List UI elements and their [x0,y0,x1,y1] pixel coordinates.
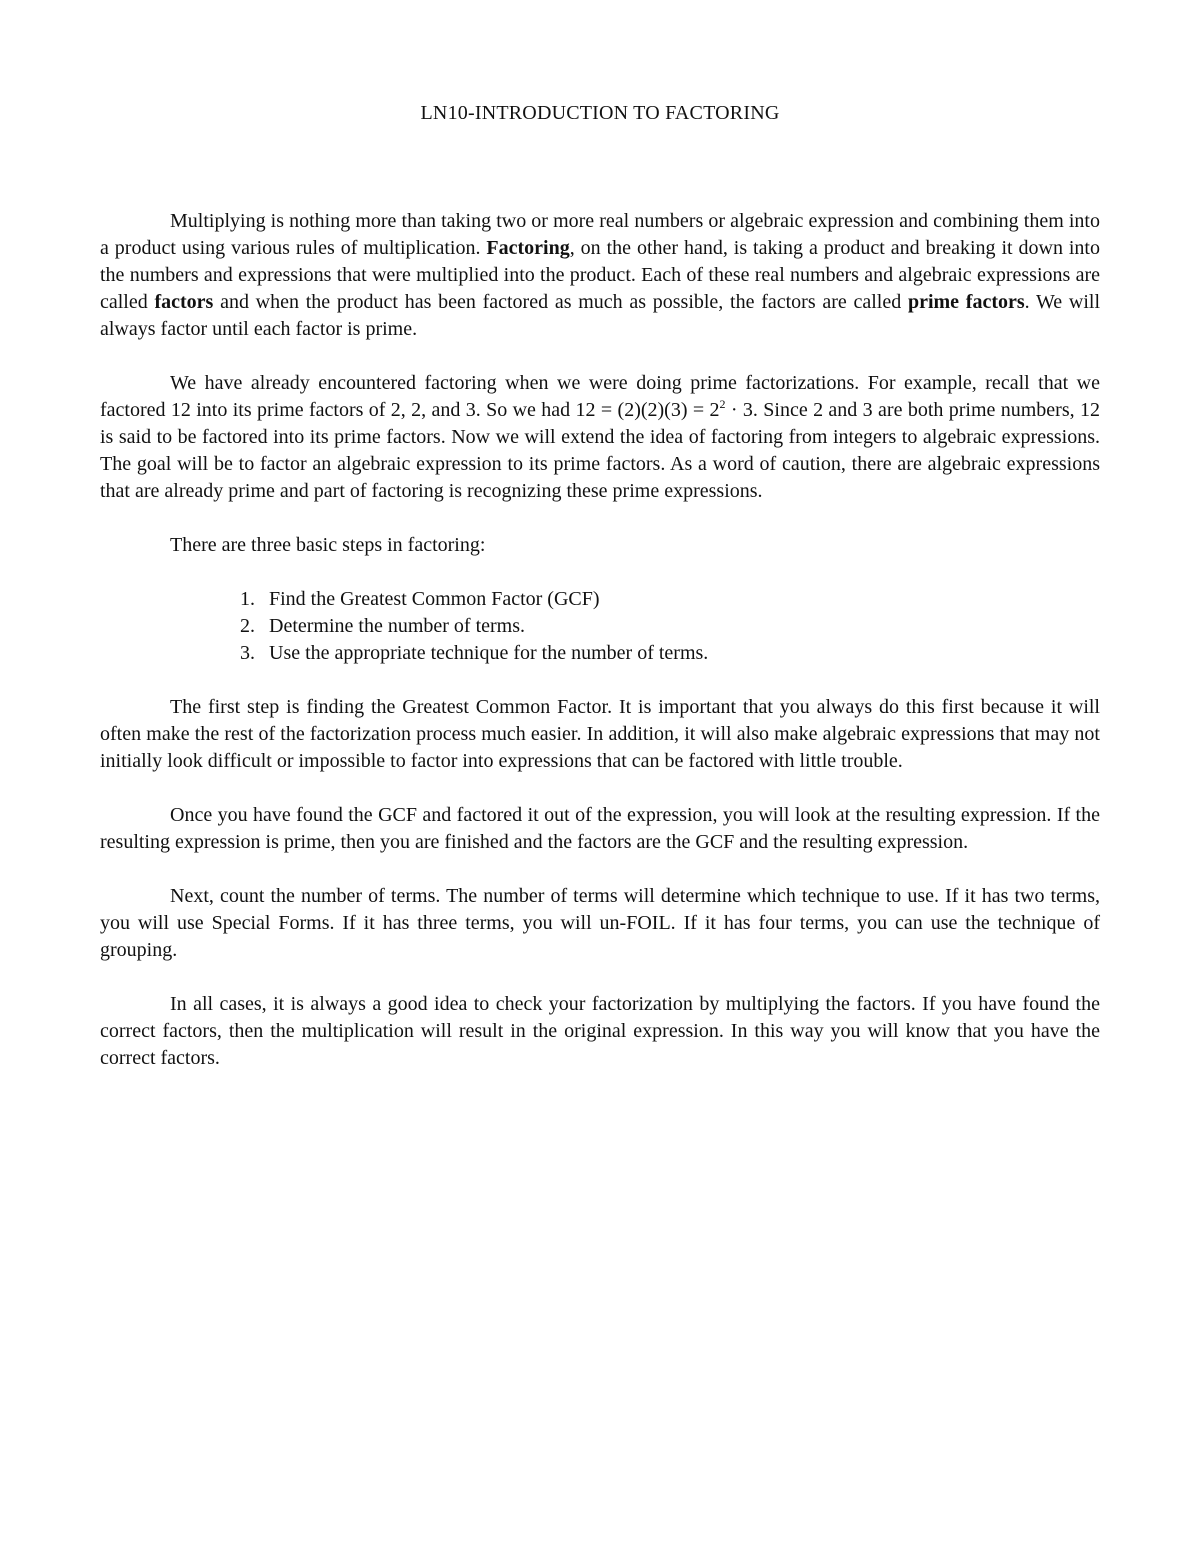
paragraph-resulting-expression: Once you have found the GCF and factored it out of the expression, you will look at the resulting expression. If the resulting expression is prime, then you are finished and the factors are the GCF and the resulting expression. [100,804,1100,853]
steps-list [100,586,1100,667]
paragraph-count-terms: Next, count the number of terms. The number of terms will determine which technique to use. If it has two terms, you will use Special Forms. If it has three terms, you will un-FOIL. If it has four terms, you can use the technique of grouping. [100,885,1100,961]
paragraph-prime-factorization [100,370,1100,505]
list-item-text: Use the appropriate technique for the number of terms. [269,642,709,664]
list-item-text: Determine the number of terms. [269,615,526,637]
paragraph-steps-intro: There are three basic steps in factoring: [170,534,486,556]
list-number: 1. [240,588,255,610]
list-item [240,586,1100,613]
text-span: We have already encountered factoring when we were doing prime factorizations. For example, recall that we factored 12 into its prime factors of 2, 2, and 3. So we had 12 = (2)(2)(3) = 2 [100,372,1100,421]
exponent: 2 [719,397,726,411]
bold-term-prime-factors: prime factors [907,291,1025,313]
bold-term-factors: factors [154,291,214,313]
list-number: 3. [240,642,255,664]
paragraph-check-factorization: In all cases, it is always a good idea to check your factorization by multiplying the factors. If you have found the correct factors, then the multiplication will result in the original expression. In this way you will know that you have the correct factors. [100,993,1100,1069]
list-item-text: Find the Greatest Common Factor (GCF) [269,588,600,610]
page-title: LN10-INTRODUCTION TO FACTORING [420,102,780,124]
document-page [100,98,1100,1072]
list-item [240,613,1100,640]
text-span: · 3. Since 2 and 3 are both prime numbers, 12 is said to be factored into its prime factors. Now we will extend the idea of factoring from integers to algebraic expressions. The goal will be to factor an algebraic expression to its prime factors. As a word of caution, there are algebraic expressions that are already prime and part of factoring is recognizing these prime expressions. [100,399,1100,502]
bold-term-factoring: Factoring [486,237,570,259]
text-span: , on the other hand, is taking a product and breaking it down into the numbers and expressions that were multiplied into the product. Each of these real numbers and algebraic expressions are called [100,237,1100,313]
list-number: 2. [240,615,255,637]
text-span: and when the product has been factored as much as possible, the factors are called [213,291,908,313]
text-span: Multiplying is nothing more than taking two or more real numbers or algebraic expression and combining them into a product using various rules of multiplication. [100,210,1100,259]
paragraph-intro [100,208,1100,343]
paragraph-gcf: The first step is finding the Greatest Common Factor. It is important that you always do this first because it will often make the rest of the factorization process much easier. In addition, it will also make algebraic expressions that may not initially look difficult or impossible to factor into expressions that can be factored with little trouble. [100,696,1100,772]
list-item [240,640,1100,667]
text-span: . We will always factor until each factor is prime. [100,291,1101,340]
